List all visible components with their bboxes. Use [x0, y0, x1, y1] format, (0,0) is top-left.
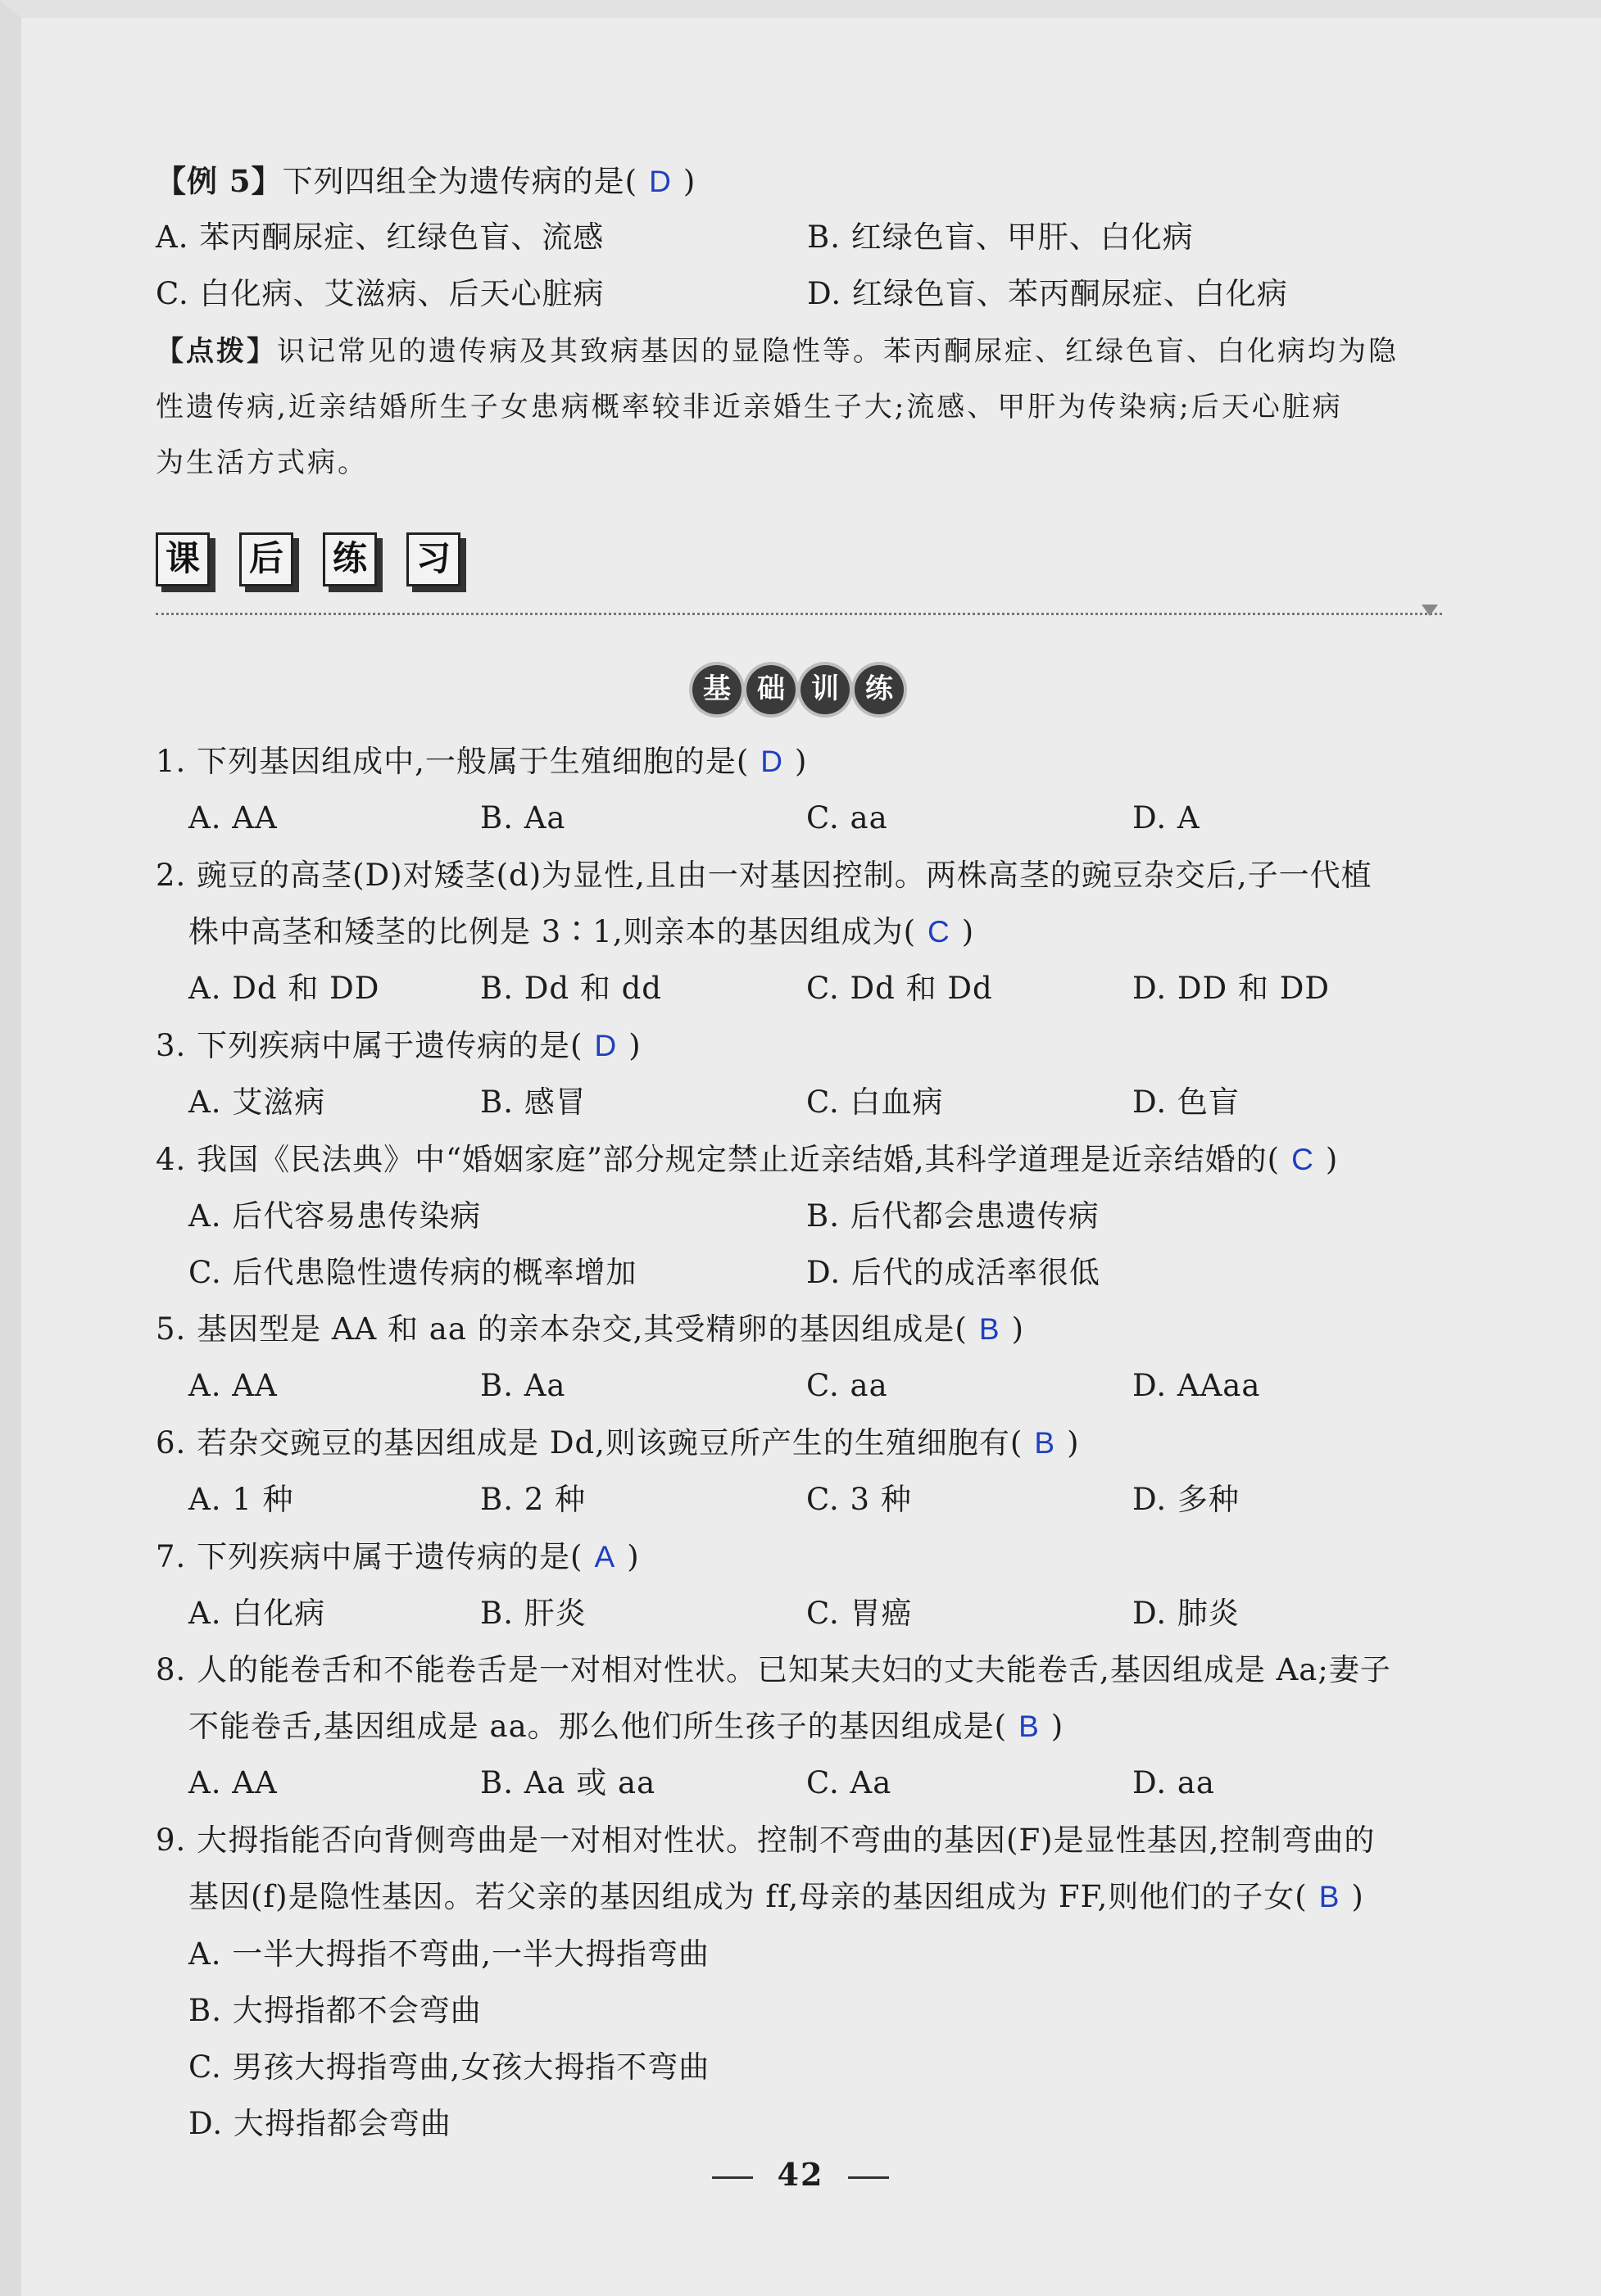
option: C. aa: [806, 800, 888, 836]
option: D. DD 和 DD: [1132, 971, 1331, 1006]
option: B. Aa: [480, 1368, 566, 1403]
subsection-char: 训: [800, 665, 850, 714]
option: B. Aa 或 aa: [480, 1765, 656, 1800]
example-option-c: C. 白化病、艾滋病、后天心脏病: [156, 276, 605, 311]
close-paren: ): [628, 1028, 642, 1063]
answer-mark: D: [594, 1029, 618, 1062]
dash-decoration: [848, 2176, 889, 2179]
tip-tag: 【点拨】: [156, 335, 277, 368]
option: C. 3 种: [806, 1482, 912, 1517]
option: D. 肺炎: [1132, 1596, 1240, 1631]
option: A. 白化病: [188, 1596, 326, 1631]
question-text: 7. 下列疾病中属于遗传病的是(: [156, 1539, 583, 1574]
option: C. Dd 和 Dd: [806, 971, 993, 1006]
option: D. 大拇指都会弯曲: [188, 2106, 451, 2141]
option: C. aa: [806, 1368, 888, 1403]
example-tag: 【例 5】: [156, 163, 283, 199]
tip-line-3: 为生活方式病。: [156, 446, 368, 479]
option: B. 2 种: [480, 1482, 587, 1517]
question-6: [156, 1423, 1080, 1464]
close-paren: ): [1325, 1142, 1339, 1177]
close-paren: ): [1067, 1425, 1080, 1460]
example-answer: D: [649, 165, 672, 198]
question-4: [156, 1139, 1338, 1180]
tip-text: 识记常见的遗传病及其致病基因的显隐性等。苯丙酮尿症、红绿色盲、白化病均为隐: [277, 335, 1399, 368]
question-text: 3. 下列疾病中属于遗传病的是(: [156, 1028, 583, 1063]
example-option-a: A. 苯丙酮尿症、红绿色盲、流感: [156, 220, 605, 255]
section-divider: [156, 613, 1442, 615]
section-char: 练: [323, 532, 377, 586]
divider-arrow-icon: [1422, 605, 1438, 616]
question-9-line-1: 9. 大拇指能否向背侧弯曲是一对相对性状。控制不弯曲的基因(F)是显性基因,控制弯曲的: [156, 1823, 1376, 1858]
option: D. 色盲: [1132, 1085, 1240, 1120]
example-question: 下列四组全为遗传病的是(: [282, 164, 638, 199]
option: C. 胃癌: [806, 1596, 913, 1631]
answer-mark: C: [1291, 1143, 1314, 1176]
section-char: 课: [156, 532, 210, 586]
option: A. Dd 和 DD: [188, 971, 380, 1006]
question-2-line-1: 2. 豌豆的高茎(D)对矮茎(d)为显性,且由一对基因控制。两株高茎的豌豆杂交后,子一代植: [156, 858, 1372, 893]
option: D. 多种: [1132, 1482, 1240, 1517]
option: A. 后代容易患传染病: [188, 1198, 482, 1234]
option: A. 一半大拇指不弯曲,一半大拇指弯曲: [188, 1936, 710, 1972]
question-text: 4. 我国《民法典》中“婚姻家庭”部分规定禁止近亲结婚,其科学道理是近亲结婚的(: [156, 1142, 1281, 1177]
option: B. 感冒: [480, 1085, 587, 1120]
example-option-b: B. 红绿色盲、甲肝、白化病: [807, 220, 1194, 255]
subsection-char: 练: [855, 665, 904, 714]
section-char: 习: [406, 532, 460, 586]
answer-mark: C: [927, 915, 950, 949]
option: C. Aa: [806, 1765, 892, 1800]
question-text: 基因(f)是隐性基因。若父亲的基因组成为 ff,母亲的基因组成为 FF,则他们的子女(: [188, 1879, 1308, 1914]
answer-mark: A: [594, 1540, 616, 1574]
question-text: 5. 基因型是 AA 和 aa 的亲本杂交,其受精卵的基因组成是(: [156, 1311, 968, 1347]
option: A. 艾滋病: [188, 1085, 326, 1120]
question-2-line-2: [188, 912, 974, 953]
close-paren: ): [961, 914, 975, 949]
close-paren: ): [795, 744, 808, 779]
option: B. 大拇指都不会弯曲: [188, 1993, 482, 2028]
question-text: 1. 下列基因组成中,一般属于生殖细胞的是(: [156, 744, 750, 779]
option: D. A: [1132, 800, 1200, 836]
close-paren: ): [1011, 1311, 1024, 1347]
question-8-line-2: [188, 1706, 1064, 1747]
section-char: 后: [239, 532, 293, 586]
page-number: [0, 2156, 1601, 2193]
answer-mark: B: [1034, 1426, 1056, 1460]
option: A. 1 种: [188, 1482, 294, 1517]
option: C. 后代患隐性遗传病的概率增加: [188, 1255, 637, 1290]
subsection-char: 基: [692, 665, 742, 714]
option: B. 肝炎: [480, 1596, 587, 1631]
option: C. 白血病: [806, 1085, 944, 1120]
option: D. AAaa: [1132, 1368, 1261, 1403]
subsection-char: 础: [746, 665, 796, 714]
question-3: [156, 1026, 642, 1066]
question-5: [156, 1309, 1024, 1350]
option: B. Dd 和 dd: [480, 971, 662, 1006]
example-option-d: D. 红绿色盲、苯丙酮尿症、白化病: [807, 276, 1288, 311]
page-number-text: 42: [777, 2156, 824, 2193]
question-9-line-2: [188, 1877, 1364, 1918]
option: A. AA: [188, 1368, 278, 1403]
answer-mark: D: [760, 745, 783, 778]
question-text: 6. 若杂交豌豆的基因组成是 Dd,则该豌豆所产生的生殖细胞有(: [156, 1425, 1023, 1460]
option: D. aa: [1132, 1765, 1215, 1800]
option: D. 后代的成活率很低: [806, 1255, 1100, 1290]
answer-mark: B: [978, 1312, 1000, 1346]
option: B. 后代都会患遗传病: [806, 1198, 1100, 1234]
question-7: [156, 1537, 640, 1578]
question-8-line-1: 8. 人的能卷舌和不能卷舌是一对相对性状。已知某夫妇的丈夫能卷舌,基因组成是 Aa;妻子: [156, 1652, 1391, 1687]
close-paren: ): [1351, 1879, 1364, 1914]
close-paren: ): [1050, 1709, 1064, 1744]
example-stem: [156, 161, 696, 202]
dash-decoration: [712, 2176, 753, 2179]
answer-mark: B: [1018, 1710, 1040, 1743]
option: A. AA: [188, 800, 278, 836]
example-close-paren: ): [683, 164, 696, 199]
tip-line-1: [156, 331, 1399, 372]
answer-mark: B: [1318, 1880, 1340, 1913]
question-text: 株中高茎和矮茎的比例是 3∶1,则亲本的基因组成为(: [188, 914, 917, 949]
question-text: 不能卷舌,基因组成是 aa。那么他们所生孩子的基因组成是(: [188, 1709, 1008, 1744]
close-paren: ): [627, 1539, 640, 1574]
tip-line-2: 性遗传病,近亲结婚所生子女患病概率较非近亲婚生子大;流感、甲肝为传染病;后天心脏病: [156, 391, 1343, 423]
option: B. Aa: [480, 800, 566, 836]
option: A. AA: [188, 1765, 278, 1800]
question-1: [156, 741, 807, 782]
option: C. 男孩大拇指弯曲,女孩大拇指不弯曲: [188, 2049, 710, 2085]
